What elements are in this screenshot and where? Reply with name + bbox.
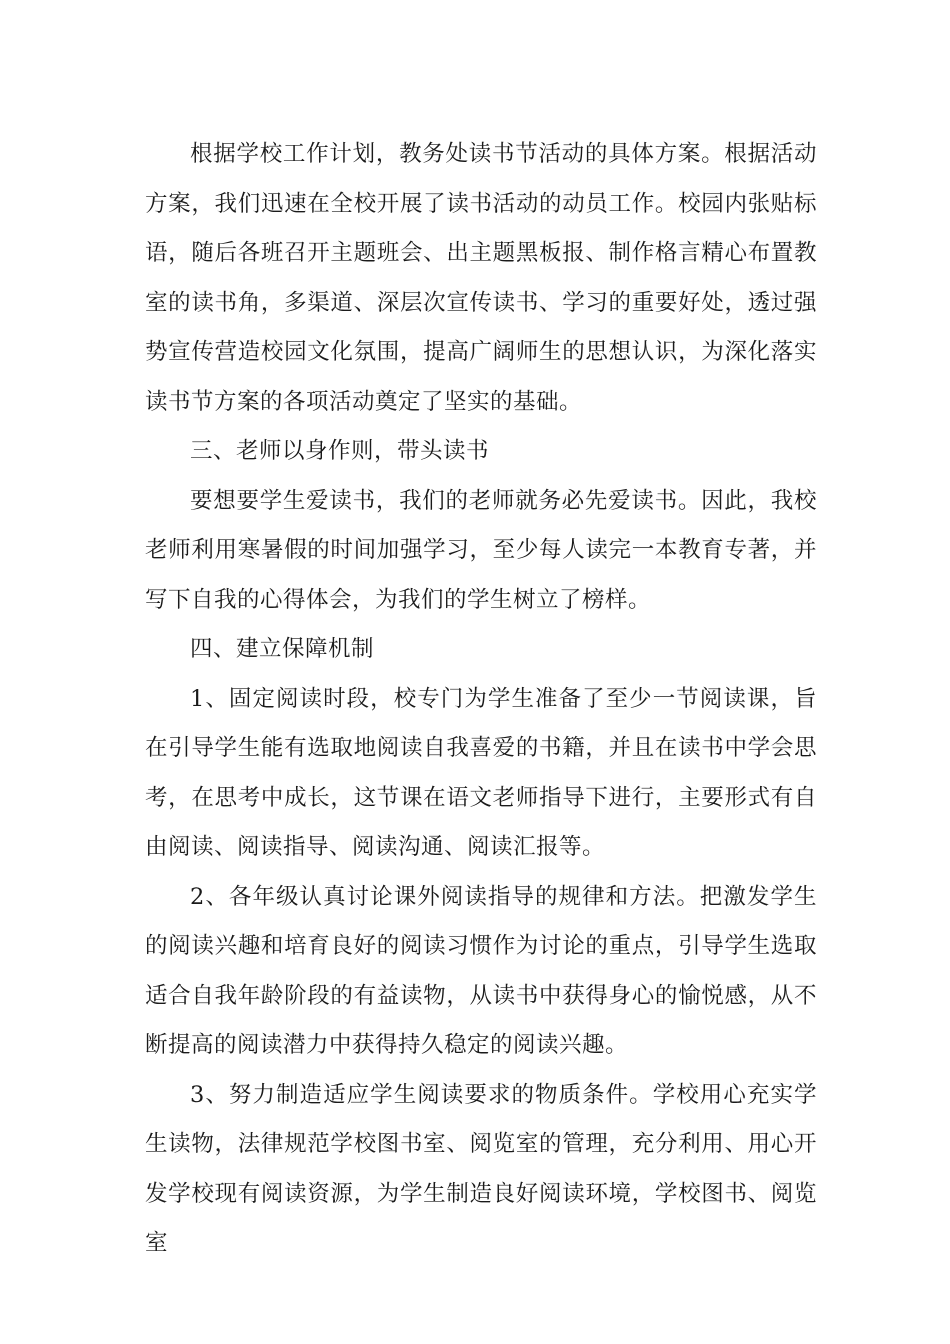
section-heading: 三、老师以身作则，带头读书: [190, 438, 490, 464]
body-paragraph: 根据学校工作计划，教务处读书节活动的具体方案。根据活动方案，我们迅速在全校开展了读书活动的动员工作。校园内张贴标语，随后各班召开主题班会、出主题黑板报、制作格言精心布置教室的读书角，多渠道、深层次宣传读书、学习的重要好处，透过强势宣传营造校园文化氛围，提高广阔师生的思想认识，为深化落实读书节方案的各项活动奠定了坚实的基础。: [145, 141, 817, 415]
list-item: 2、各年级认真讨论课外阅读指导的规律和方法。把激发学生的阅读兴趣和培育良好的阅读习惯作为讨论的重点，引导学生选取适合自我年龄阶段的有益读物，从读书中获得身心的愉悦感，从不断提高的阅读潜力中获得持久稳定的阅读兴趣。: [145, 883, 817, 1058]
list-item: 1、固定阅读时段，校专门为学生准备了至少一节阅读课，旨在引导学生能有选取地阅读自我喜爱的书籍，并且在读书中学会思考，在思考中成长，这节课在语文老师指导下进行，主要形式有自由阅读、阅读指导、阅读沟通、阅读汇报等。: [145, 685, 817, 860]
list-item: 3、努力制造适应学生阅读要求的物质条件。学校用心充实学生读物，法律规范学校图书室、阅览室的管理，充分利用、用心开发学校现有阅读资源，为学生制造良好阅读环境，学校图书、阅览室: [145, 1081, 817, 1256]
section-heading: 四、建立保障机制: [190, 636, 375, 662]
body-paragraph: 要想要学生爱读书，我们的老师就务必先爱读书。因此，我校老师利用寒暑假的时间加强学习，至少每人读完一本教育专著，并写下自我的心得体会，为我们的学生树立了榜样。: [145, 487, 817, 613]
document-page: [145, 130, 817, 1269]
